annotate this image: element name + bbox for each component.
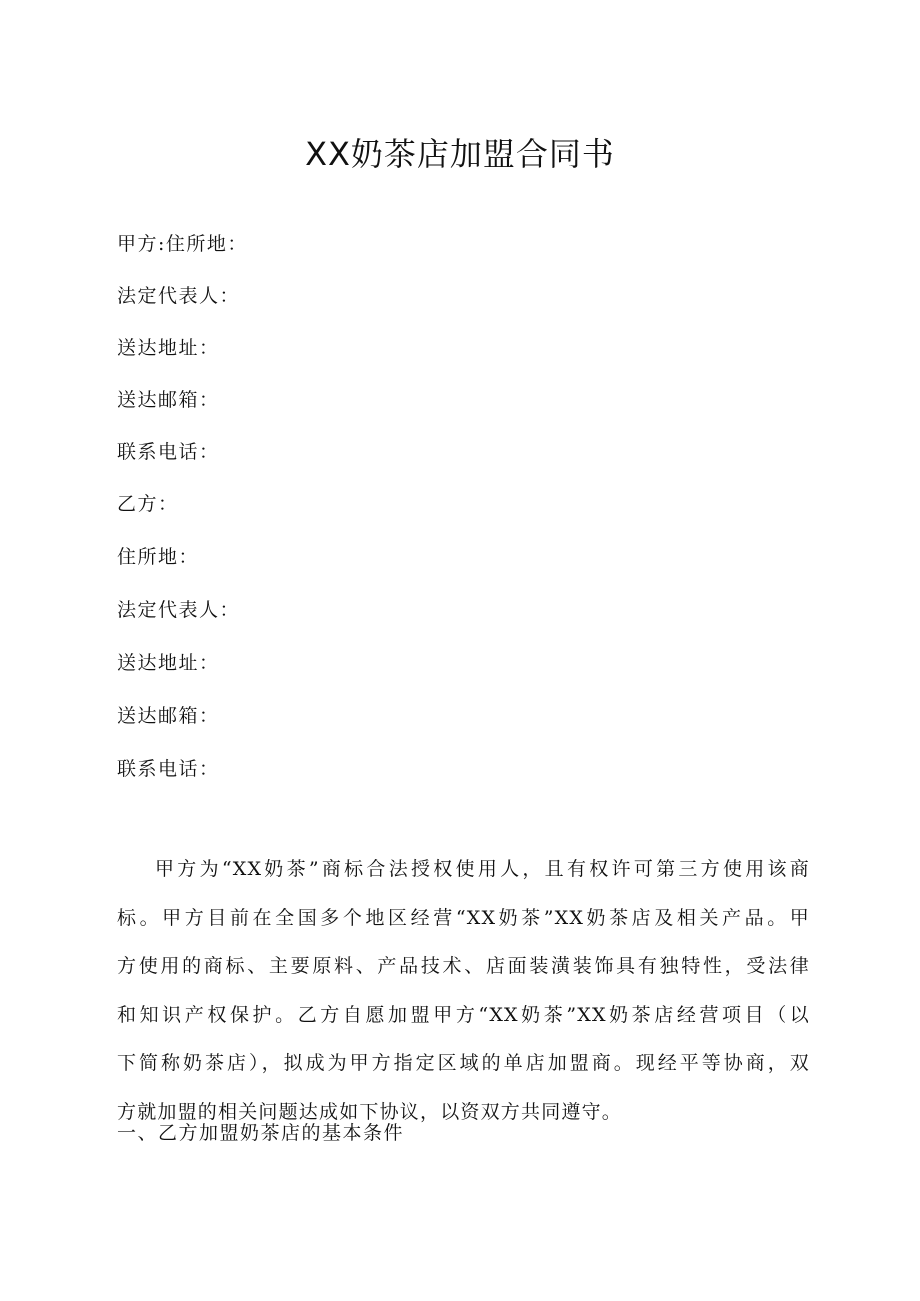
- preamble-line: 下简称奶茶店），拟成为甲方指定区域的单店加盟商。现经平等协商，双: [117, 1052, 810, 1075]
- preamble-line: 和知识产权保护。乙方自愿加盟甲方“XX奶茶”XX奶茶店经营项目（以: [117, 1003, 810, 1026]
- party-a-residence: 甲方:住所地：: [117, 233, 248, 255]
- party-b-address: 送达地址：: [117, 652, 220, 674]
- party-b-representative: 法定代表人：: [117, 599, 241, 621]
- party-a-phone: 联系电话：: [117, 441, 220, 463]
- preamble-paragraph: [117, 845, 810, 1137]
- party-b-residence: 住所地：: [117, 546, 200, 568]
- party-a-email: 送达邮箱：: [117, 389, 220, 411]
- preamble-line: 方就加盟的相关问题达成如下协议，以资双方共同遵守。: [117, 1100, 623, 1123]
- party-a-address: 送达地址：: [117, 337, 220, 359]
- section-heading: 一、乙方加盟奶茶店的基本条件: [117, 1122, 405, 1144]
- preamble-line: 方使用的商标、主要原料、产品技术、店面装潢装饰具有独特性，受法律: [117, 955, 810, 978]
- party-b-email: 送达邮箱：: [117, 705, 220, 727]
- party-b-phone: 联系电话：: [117, 758, 220, 780]
- party-a-representative: 法定代表人：: [117, 285, 241, 307]
- preamble-line: 标。甲方目前在全国多个地区经营“XX奶茶”XX奶茶店及相关产品。甲: [117, 906, 810, 929]
- document-title: XX奶茶店加盟合同书: [305, 135, 615, 173]
- party-b-label: 乙方：: [117, 493, 179, 515]
- preamble-line: 甲方为“XX奶茶”商标合法授权使用人，且有权许可第三方使用该商: [155, 858, 810, 880]
